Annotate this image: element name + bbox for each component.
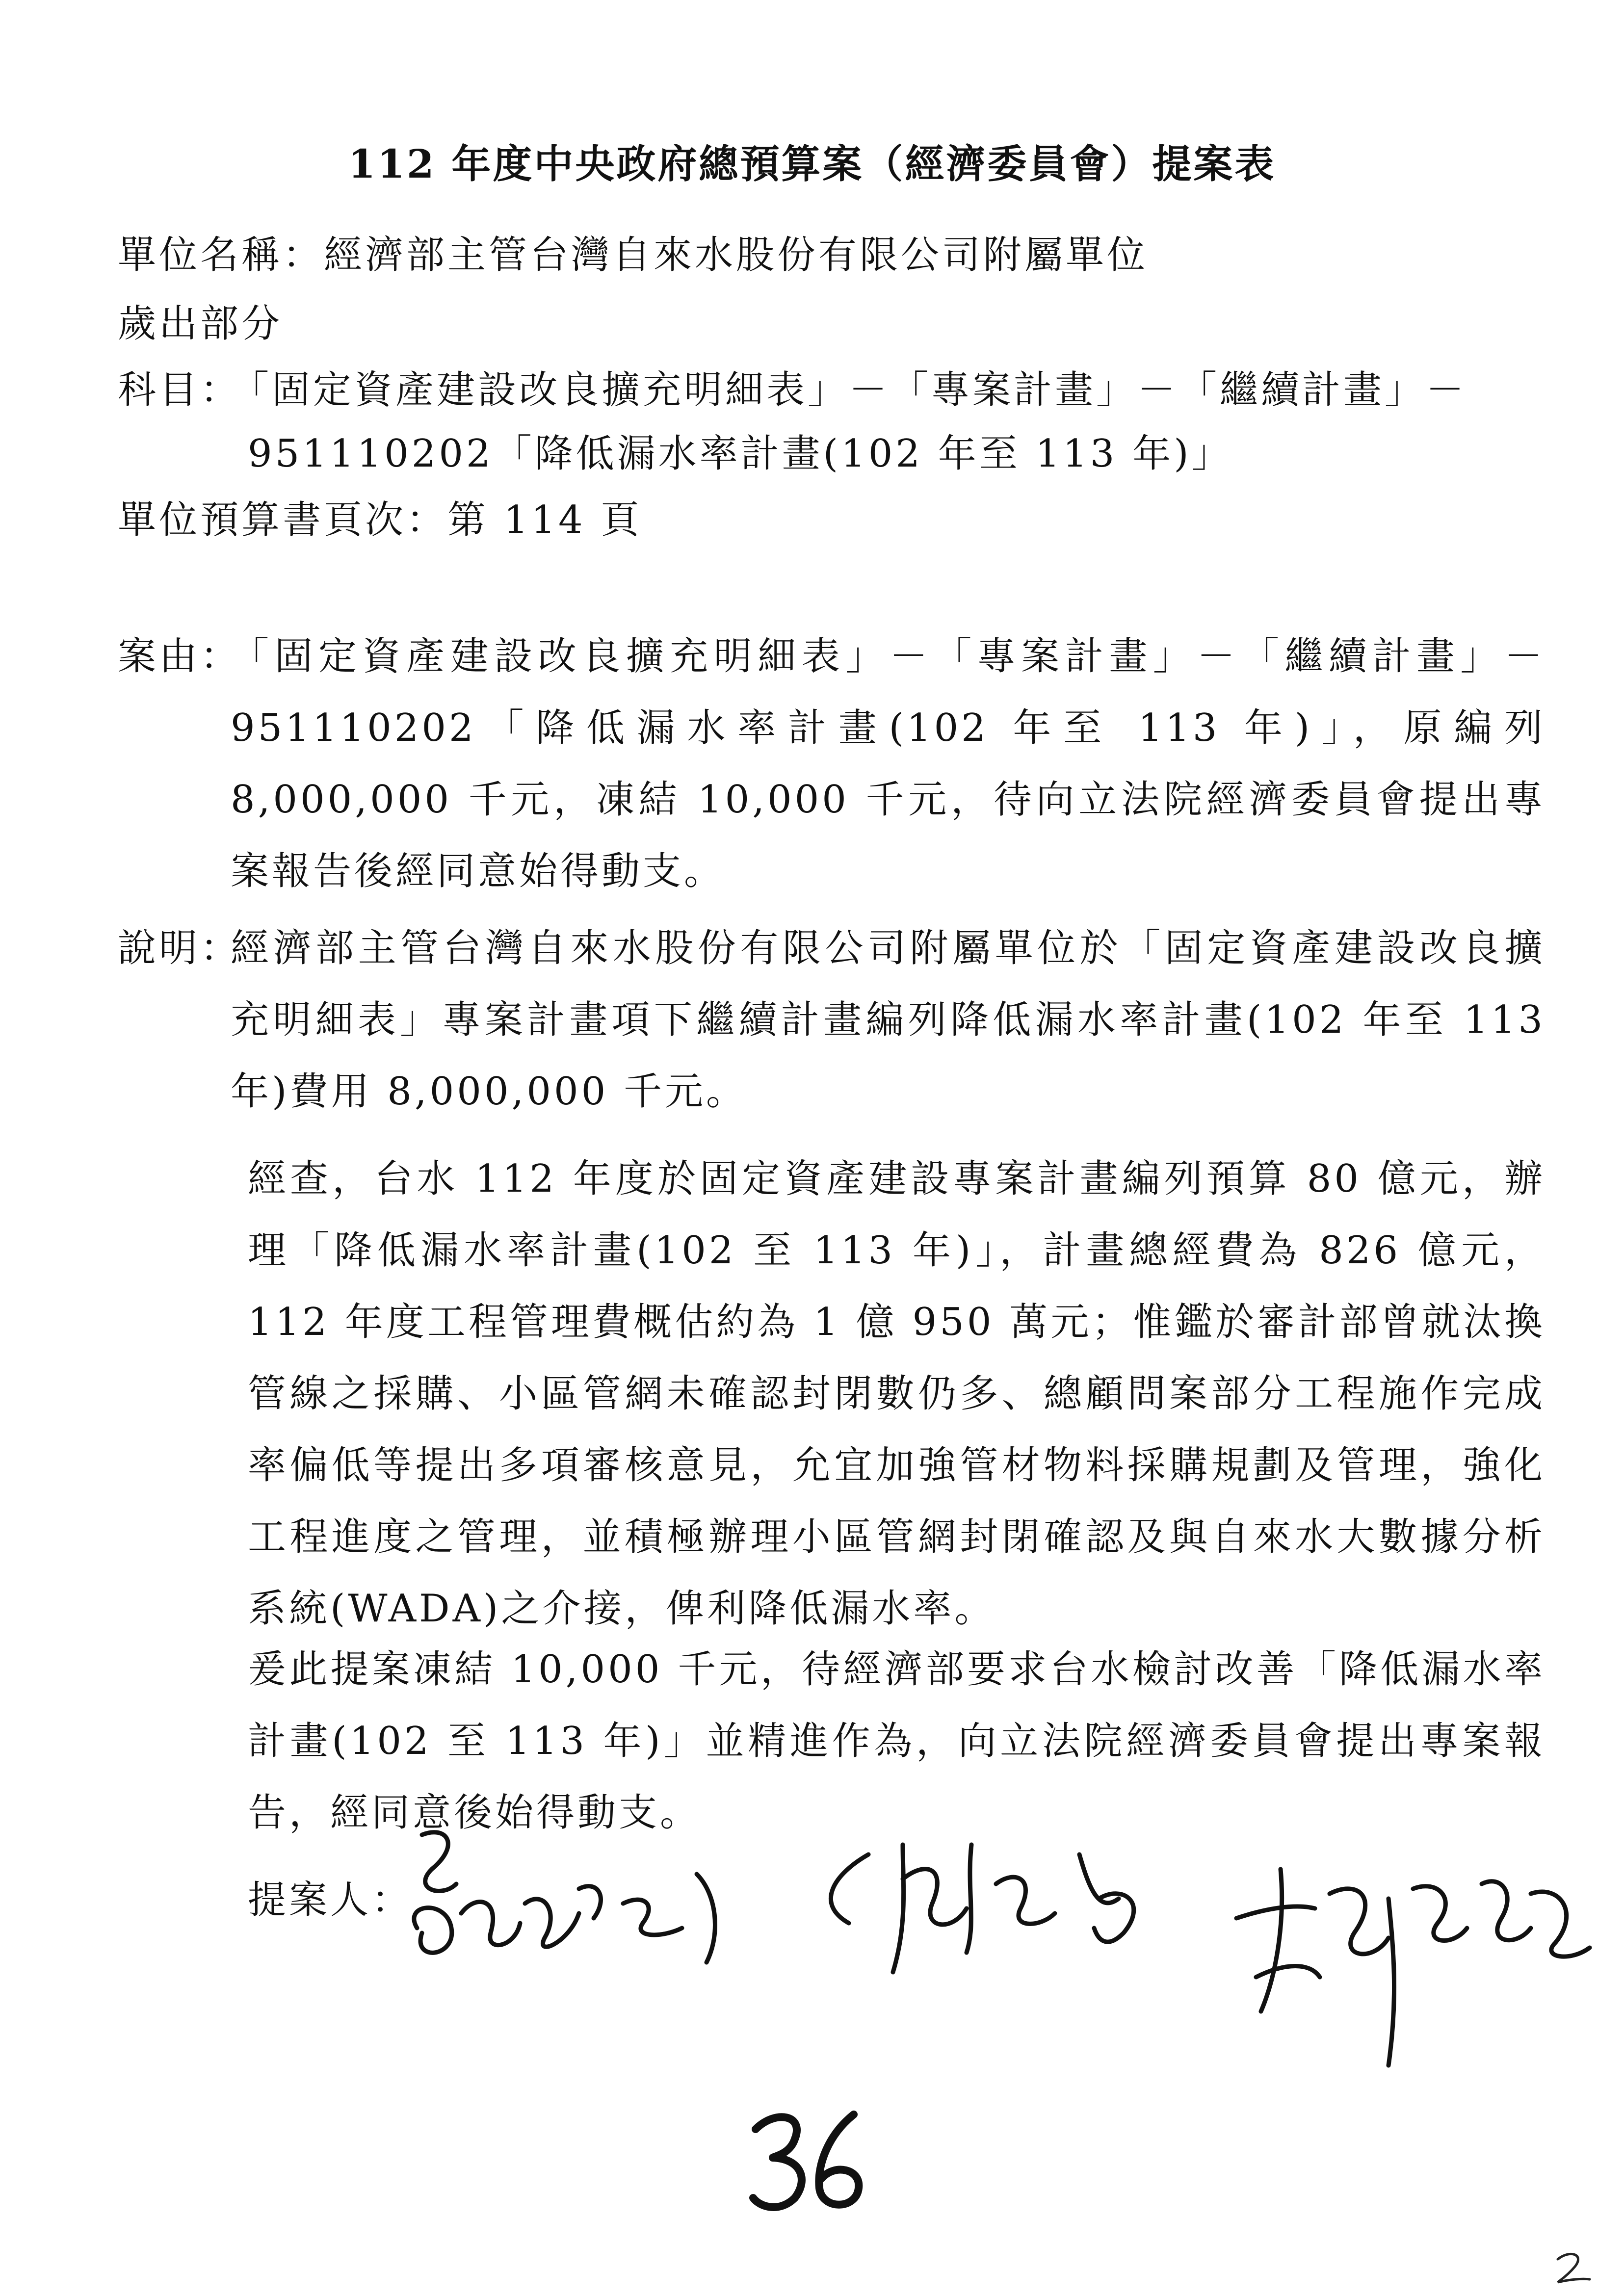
subject-line-1: 「固定資產建設改良擴充明細表」－「專案計畫」－「繼續計畫」－ — [231, 368, 1467, 412]
corner-mark-handwriting — [1550, 2247, 1595, 2286]
document-title: 112 年度中央政府總預算案（經濟委員會）提案表 — [348, 141, 1276, 187]
explanation-body — [231, 913, 1545, 1127]
explanation-paragraph-2: 經查，台水 112 年度於固定資產建設專案計畫編列預算 80 億元，辦理「降低漏水率計畫(102 至 113 年)」，計畫總經費為 826 億元，112 年度工程管理費概估約為 1 億 950 萬元；惟鑑於審計部曾就汰換管線之採購、小區管網未確認封閉數仍多、總顧問案部分工程施作完成率偏低等提出多項審核意見，允宜加強管材物料採購規劃及管理，強化工程進度之管理，並積極辦理小區管網封閉確認及與自來水大數據分析系統(WADA)之介接，俾利降低漏水率。 — [248, 1157, 1545, 1631]
case-text: 「固定資產建設改良擴充明細表」－「專案計畫」－「繼續計畫」－951110202「降低漏水率計畫(102 年至 113 年)」，原編列 8,000,000 千元，凍結 10,000 千元，待向立法院經濟委員會提出專案報告後經同意始得動支。 — [231, 634, 1545, 893]
subject-line-2: 951110202「降低漏水率計畫(102 年至 113 年)」 — [248, 432, 1233, 476]
explanation-label: 說明： — [118, 926, 242, 970]
proposer-label: 提案人： — [248, 1878, 413, 1922]
page-reference: 單位預算書頁次：第 114 頁 — [118, 498, 642, 542]
unit-name: 單位名稱：經濟部主管台灣自來水股份有限公司附屬單位 — [118, 233, 1149, 277]
signature-3 — [1227, 1850, 1599, 2085]
page-number-handwriting — [746, 2105, 873, 2218]
page-number — [746, 2105, 873, 2219]
section-label: 歲出部分 — [118, 302, 283, 346]
corner-mark — [1550, 2247, 1595, 2288]
signature-1 — [402, 1815, 746, 1992]
explanation-paragraph-3: 爰此提案凍結 10,000 千元，待經濟部要求台水檢討改善「降低漏水率計畫(102 至 113 年)」並精進作為，向立法院經濟委員會提出專案報告，經同意後始得動支。 — [248, 1647, 1545, 1835]
subject-label: 科目： — [118, 368, 242, 412]
explanation-paragraph-1: 經濟部主管台灣自來水股份有限公司附屬單位於「固定資產建設改良擴充明細表」專案計畫項下繼續計畫編列降低漏水率計畫(102 年至 113 年)費用 8,000,000 千元。 — [231, 926, 1545, 1114]
signature-2 — [805, 1825, 1178, 1987]
case-label: 案由： — [118, 634, 242, 678]
explanation-body-2 — [248, 1143, 1545, 1644]
